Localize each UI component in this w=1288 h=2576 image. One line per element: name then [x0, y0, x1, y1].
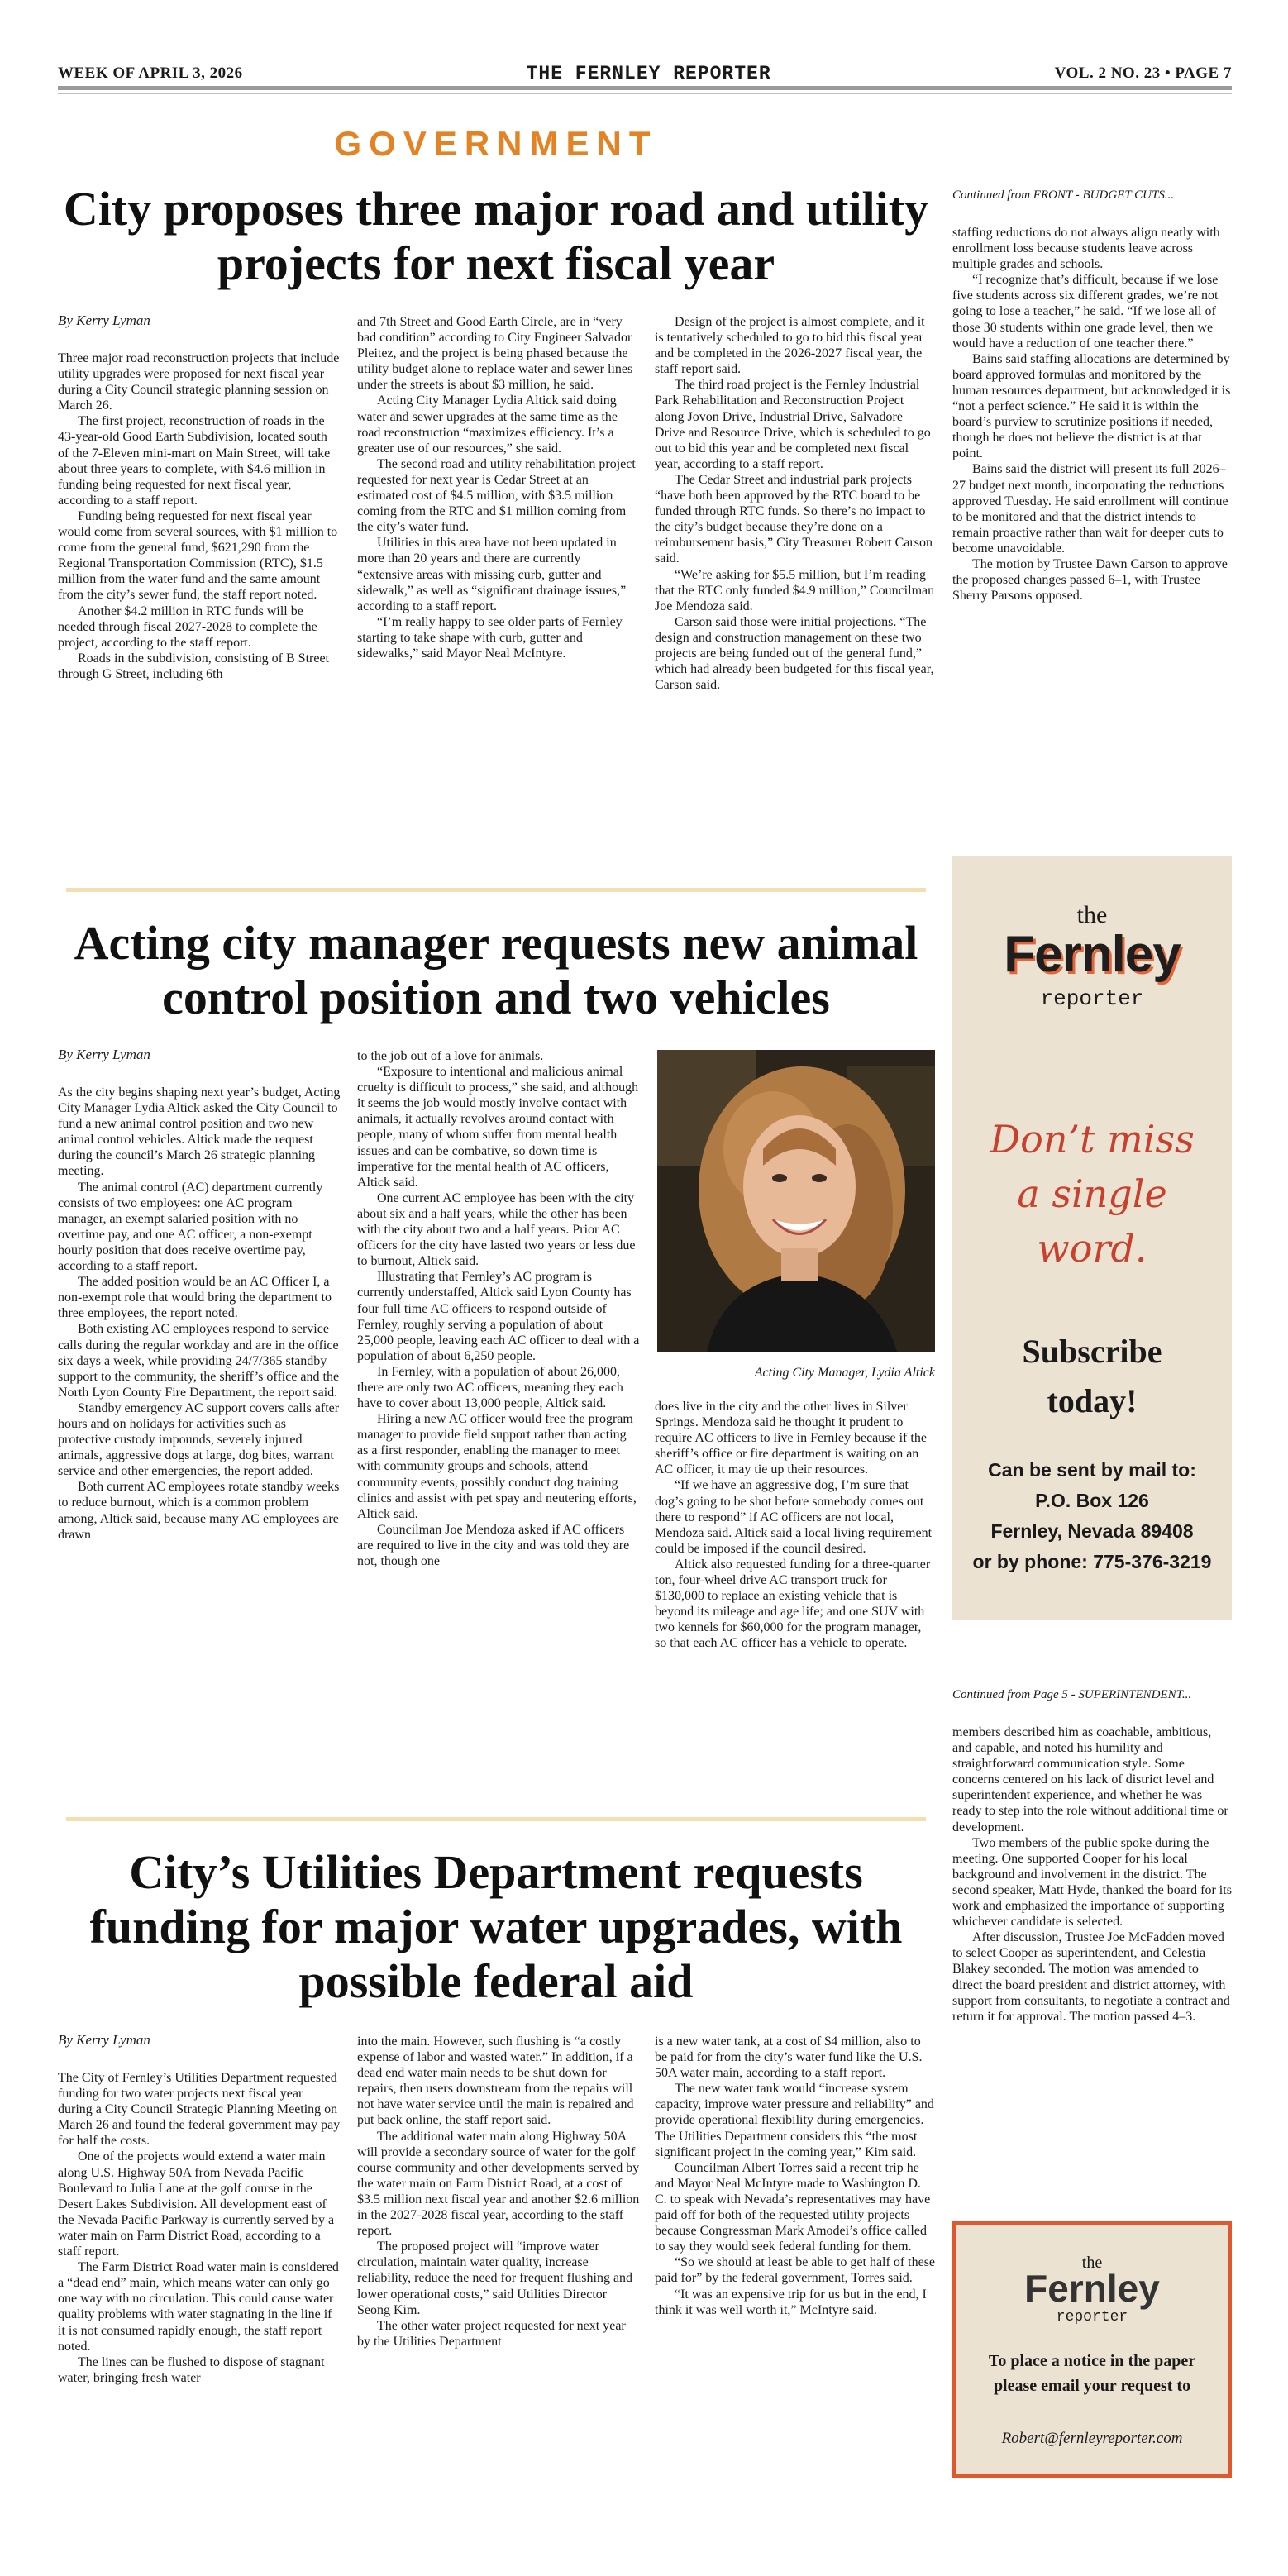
- subscribe-ad: [952, 856, 1232, 1620]
- separator: [66, 1817, 926, 1821]
- article3-col3: [655, 2034, 936, 2318]
- ad-contact-line: or by phone: 775-376-3219: [972, 1551, 1212, 1572]
- section-label: GOVERNMENT: [334, 124, 658, 163]
- paragraph: The third road project is the Fernley Industrial Park Rehabilitation and Reconstruction Project along Jovon Drive, Industrial Drive, Salvadore Drive and Resource Drive, which is scheduled to go out to bid this year and be completed next fiscal year, according to a staff report.: [655, 378, 931, 471]
- ad-contact-line: Fernley, Nevada 89408: [990, 1520, 1194, 1542]
- paragraph: The added position would be an AC Officer I, a non-exempt role that would bring the department to three employees, the report noted.: [58, 1275, 332, 1321]
- paragraph: Two members of the public spoke during the meeting. One supported Cooper for his local background and involvement in the district. The second speaker, Matt Hyde, thanked the board for its work and emphasized the importance of supporting whichever candidate is selected.: [952, 1835, 1232, 1930]
- ad-subscribe-line2: today!: [1047, 1382, 1138, 1419]
- paragraph: One of the projects would extend a water main along U.S. Highway 50A from Nevada Pacific Boulevard to Julia Lane at the golf course in the Desert Lakes Subdivision. All development east of the Nevada Pacific Parkway is currently served by a water main on Farm District Road, according to a staff report.: [58, 2149, 335, 2259]
- paragraph: “We’re asking for $5.5 million, but I’m reading that the RTC only funded $4.9 million,” Councilman Joe Mendoza said.: [655, 567, 935, 613]
- paragraph: Funding being requested for next fiscal year would come from several sources, with $1 million to come from the general fund, $621,290 from the Regional Transportation Commission (RTC), $1.5 million from the water fund and the same amount from the city’s sewer fund, the staff report noted.: [58, 508, 338, 603]
- masthead-paper-name: THE FERNLEY REPORTER: [526, 63, 771, 84]
- article3-col2: [357, 2034, 640, 2349]
- ad-contact-line: Can be sent by mail to:: [988, 1459, 1196, 1481]
- article2-col1: [58, 1085, 341, 1543]
- paragraph: and 7th Street and Good Earth Circle, are in “very bad condition” according to City Engineer Salvador Pleitez, and the project is being phased because the utility budget alone to replace water and sewer lines under the streets is about $3 million, he said.: [357, 315, 633, 393]
- paragraph: As the city begins shaping next year’s budget, Acting City Manager Lydia Altick asked the City Council to fund a new animal control position and two new animal control vehicles. Altick made the request during the council’s March 26 strategic planning meeting.: [58, 1085, 341, 1179]
- article2-col2: [357, 1048, 640, 1569]
- portrait-illustration: [657, 1050, 935, 1352]
- ad-tagline: [969, 1112, 1215, 1276]
- ad-subscribe: [969, 1327, 1215, 1426]
- portrait-photo: [657, 1050, 935, 1352]
- paragraph: Councilman Joe Mendoza asked if AC officers are required to live in the city and was told they are not, though one: [357, 1522, 630, 1568]
- paragraph: Acting City Manager Lydia Altick said doing water and sewer upgrades at the same time as the road reconstruction “maximizes efficiency. It’s a greater use of our resources,” she said.: [357, 394, 618, 456]
- paragraph: Hiring a new AC officer would free the program manager to provide field support rather than acting as a first responder, enabling the manager to meet with community groups and schools, attend community events, possibly conduct dog training clinics and assist with pet spay and neutering efforts, Altick said.: [357, 1412, 637, 1521]
- ad-logo-reporter: reporter: [1056, 2309, 1128, 2326]
- paragraph: “It was an expensive trip for us but in the end, I think it was well worth it,” McIntyre said.: [655, 2287, 927, 2317]
- paragraph: “If we have an aggressive dog, I’m sure that dog’s going to be shot before somebody comes out there to respond” if AC officers are not local, Mendoza said. Altick said a local living requirement could be imposed if the council desired.: [655, 1478, 933, 1556]
- article2-byline: By Kerry Lyman: [58, 1047, 150, 1062]
- paragraph: does live in the city and the other lives in Silver Springs. Mendoza said he thought it prudent to require AC officers to live in Fernley because if the sheriff’s office or fire department is waiting on an AC officer, it may tie up their resources.: [655, 1400, 927, 1477]
- paragraph: The lines can be flushed to dispose of stagnant water, bringing fresh water: [58, 2354, 325, 2385]
- paragraph: Roads in the subdivision, consisting of B Street through G Street, including 6th: [58, 651, 329, 681]
- paragraph: staffing reductions do not always align neatly with enrollment loss because students leave across multiple grades and schools.: [952, 226, 1220, 272]
- paragraph: “Exposure to intentional and malicious animal cruelty is difficult to process,” she said, and although it seems the job would mostly involve contact with animals, it actually revolves around contact with people, many of whom suffer from mental health issues and can be combative, so down time is imperative for the mental health of AC officers, Altick said.: [357, 1065, 639, 1190]
- paragraph: Another $4.2 million in RTC funds will be needed through fiscal 2027-2028 to complete the project, according to the staff report.: [58, 603, 317, 650]
- article3-byline: By Kerry Lyman: [58, 2032, 150, 2048]
- sidebar1-text: [952, 225, 1232, 603]
- paragraph: members described him as coachable, ambitious, and capable, and noted his humility and straightforward communication style. Some concerns centered on his lack of district level and superintendent experience, and whether he was ready to step into the role without additional time or development.: [952, 1725, 1228, 1834]
- paragraph: into the main. However, such flushing is “a costly expense of labor and wasted water.” In addition, if a dead end water main needs to be shut down for repairs, then users downstream from the repairs will not have water service until the main is repaired and put back online, the staff report said.: [357, 2035, 634, 2128]
- paragraph: The animal control (AC) department currently consists of two employees: one AC program manager, an exempt salaried position with no overtime pay, and one AC officer, a non-exempt hourly position that does receive overtime pay, according to a staff report.: [58, 1180, 323, 1274]
- ad-logo-brand: Fernley: [1024, 2267, 1160, 2310]
- paragraph: Three major road reconstruction projects that include utility upgrades were proposed for next fiscal year during a City Council strategic planning session on March 26.: [58, 351, 340, 413]
- ad-logo-reporter: reporter: [1040, 986, 1144, 1011]
- paragraph: The Farm District Road water main is considered a “dead end” main, which means water can only go one way with no circulation. This could cause water quality problems with water stagnating in the line if it is not consumed rapidly enough, the staff report noted.: [58, 2260, 339, 2354]
- paragraph: Bains said the district will present its full 2026–27 budget next month, incorporating the reductions approved Tuesday. He said enrollment will continue to be monitored and that the district intends to remain proactive rather than wait for deeper cuts to become unavoidable.: [952, 462, 1228, 556]
- paragraph: Utilities in this area have not been updated in more than 20 years and there are currently “extensive areas with missing curb, gutter and sidewalk,” as well as “significant drainage issues,” according to a staff report.: [357, 536, 627, 613]
- paragraph: The motion by Trustee Dawn Carson to approve the proposed changes passed 6–1, with Trustee Sherry Parsons opposed.: [952, 556, 1228, 603]
- ad-logo-the: the: [1076, 901, 1108, 928]
- sidebar2-text: [952, 1724, 1232, 2025]
- ad-subscribe-line1: Subscribe: [1022, 1333, 1162, 1370]
- masthead-rule-thin: [58, 93, 1232, 94]
- paragraph: The proposed project will “improve water circulation, maintain water quality, increase reliability, reduce the need for frequent flushing and lower operational costs,” said Utilities Director Seong Kim.: [357, 2240, 633, 2317]
- paragraph: The second road and utility rehabilitation project requested for next year is Cedar Street at an estimated cost of $4.5 million, with $3.5 million coming from the RTC and $1 million coming from the city’s water fund.: [357, 456, 636, 535]
- ad-contact: [969, 1455, 1215, 1577]
- paragraph: “I recognize that’s difficult, because if we lose five students across six different grades, we’re not going to lose a teacher,” he said. “If we lose all of those 30 students within one grade level, then we would have a reduction of one teacher there.”: [952, 273, 1219, 351]
- article1-byline: By Kerry Lyman: [58, 312, 150, 328]
- article1-col2: [357, 314, 640, 661]
- ad-notice-text: To place a notice in the paper please email your request to: [988, 2352, 1196, 2395]
- paragraph: In Fernley, with a population of about 26,000, there are only two AC officers, meaning they each have to cover about 13,000 people, Altick said.: [357, 1364, 623, 1411]
- paragraph: Bains said staffing allocations are determined by board approved formulas and monitored by the human resources department, but acknowledged it is “not a perfect science.” He said it is within the board’s purview to scrutinize positions if needed, though he does not believe the district is at that point.: [952, 351, 1231, 461]
- paragraph: The City of Fernley’s Utilities Department requested funding for two water projects next fiscal year during a City Council Strategic Planning Meeting on March 26 and found the federal government may pay for half the costs.: [58, 2071, 341, 2149]
- masthead-date: WEEK OF APRIL 3, 2026: [58, 64, 243, 82]
- paragraph: Both current AC employees rotate standby weeks to reduce burnout, which is a common problem among, Altick said, because many AC employees are drawn: [58, 1480, 340, 1542]
- paragraph: to the job out of a love for animals.: [357, 1049, 544, 1063]
- paragraph: is a new water tank, at a cost of $4 million, also to be paid for from the city’s water fund like the U.S. 50A water main, according to a staff report.: [655, 2035, 923, 2081]
- paragraph: Standby emergency AC support covers calls after hours and on holidays for activities such as protective custody impounds, severely injured animals, aggressive dogs at large, dog bites, warrant service and other emergencies, the report added.: [58, 1400, 340, 1479]
- ad-email-link[interactable]: Robert@fernleyreporter.com: [1001, 2430, 1183, 2447]
- masthead-rule: [58, 86, 1232, 90]
- ad-tagline-line2: a single word.: [1017, 1171, 1167, 1271]
- paragraph: The first project, reconstruction of roads in the 43-year-old Good Earth Subdivision, located south of the 7-Eleven mini-mart on Main Street, will take about three years to complete, with $4.6 million in funding being requested for next fiscal year, according to a staff report.: [58, 414, 331, 508]
- sidebar1-continued: Continued from FRONT - BUDGET CUTS...: [952, 188, 1175, 202]
- paragraph: “So we should at least be able to get half of these paid for” by the federal government, Torres said.: [655, 2255, 936, 2286]
- paragraph: After discussion, Trustee Joe McFadden moved to select Cooper as superintendent, and Celestia Blakey seconded. The motion was amended to direct the board president and district attorney, with support from consultants, to negotiate a contract and return it for approval. The motion passed 4–3.: [952, 1930, 1230, 2024]
- article1-headline: City proposes three major road and utility projects for next fiscal year: [63, 182, 929, 290]
- article3-col1: [58, 2070, 341, 2386]
- paragraph: The new water tank would “increase system capacity, improve water pressure and reliability” and provide operational flexibility during emergencies. The Utilities Department considers this “the most significant project in the coming year,” Kim said.: [655, 2082, 934, 2159]
- paragraph: The Cedar Street and industrial park projects “have both been approved by the RTC board to be funded through RTC funds. So there’s no impact to the city’s budget because they’re done on a reimbursement basis,” City Treasurer Robert Carson said.: [655, 472, 933, 566]
- paragraph: Design of the project is almost complete, and it is tentatively scheduled to go to bid this fiscal year and be completed in the 2026-2027 fiscal year, the staff report said.: [655, 315, 925, 377]
- paragraph: Carson said those were initial projections. “The design and construction management on these two projects are being funded out of the general fund,” which had already been budgeted for this fiscal year, Carson said.: [655, 614, 934, 693]
- ad-logo-the: the: [1081, 2254, 1103, 2272]
- ad-contact-line: P.O. Box 126: [1035, 1490, 1149, 1511]
- notice-ad: [952, 2221, 1232, 2478]
- ad-logo-brand: Fernley: [1004, 926, 1181, 983]
- ad-tagline-line1: Don’t miss: [990, 1117, 1195, 1162]
- masthead: [58, 64, 1232, 83]
- paragraph: The additional water main along Highway 50A will provide a secondary source of water for the golf course community and other developments served by the water main on Farm District Road, at a cost of $3.5 million next fiscal year and another $2.6 million in the 2027-2028 fiscal year, according to the staff report.: [357, 2129, 640, 2239]
- paragraph: The other water project requested for next year by the Utilities Department: [357, 2318, 626, 2349]
- article3-headline: City’s Utilities Department requests funding for major water upgrades, with possible federal aid: [89, 1845, 903, 2008]
- paragraph: Illustrating that Fernley’s AC program is currently understaffed, Altick said Lyon County has four full time AC officers to respond outside of Fernley, roughly serving a population of about 25,000 people, leaving each AC officer to deal with a population of about 6,250 people.: [357, 1270, 640, 1363]
- article2-headline: Acting city manager requests new animal control position and two vehicles: [74, 916, 918, 1024]
- paragraph: One current AC employee has been with the city about six and a half years, while the other has been with the city about two and a half years. Prior AC officers for the city have lasted two years or less due to burnout, Altick said.: [357, 1190, 636, 1269]
- article2-col3: [655, 1399, 936, 1652]
- paragraph: Both existing AC employees respond to service calls during the regular workday and are in the office six days a week, while providing 24/7/365 standby support to the community, the sheriff’s office and the North Lyon County Fire Department, the report said.: [58, 1322, 340, 1400]
- photo-caption: Acting City Manager, Lydia Altick: [754, 1366, 935, 1380]
- masthead-issue: VOL. 2 NO. 23 • PAGE 7: [1054, 64, 1232, 82]
- paragraph: “I’m really happy to see older parts of Fernley starting to take shape with curb, gutter and sidewalks,” said Mayor Neal McIntyre.: [357, 614, 623, 661]
- sidebar2-continued: Continued from Page 5 - SUPERINTENDENT...: [952, 1688, 1192, 1701]
- separator: [66, 888, 926, 892]
- article1-col1: [58, 351, 341, 682]
- article1-col3: [655, 314, 936, 693]
- paragraph: Altick also requested funding for a three-quarter ton, four-wheel drive AC transport truck for $130,000 to replace an existing vehicle that is beyond its mileage and age life; and one SUV with two kennels for $60,000 for the program manager, so that each AC officer has a vehicle to operate.: [655, 1557, 931, 1651]
- paragraph: Councilman Albert Torres said a recent trip he and Mayor Neal McIntyre made to Washington D. C. to speak with Nevada’s representatives may have paid off for both of the requested utility projects because Congressman Mark Amodei’s office called to say they would seek federal funding for them.: [655, 2160, 931, 2254]
